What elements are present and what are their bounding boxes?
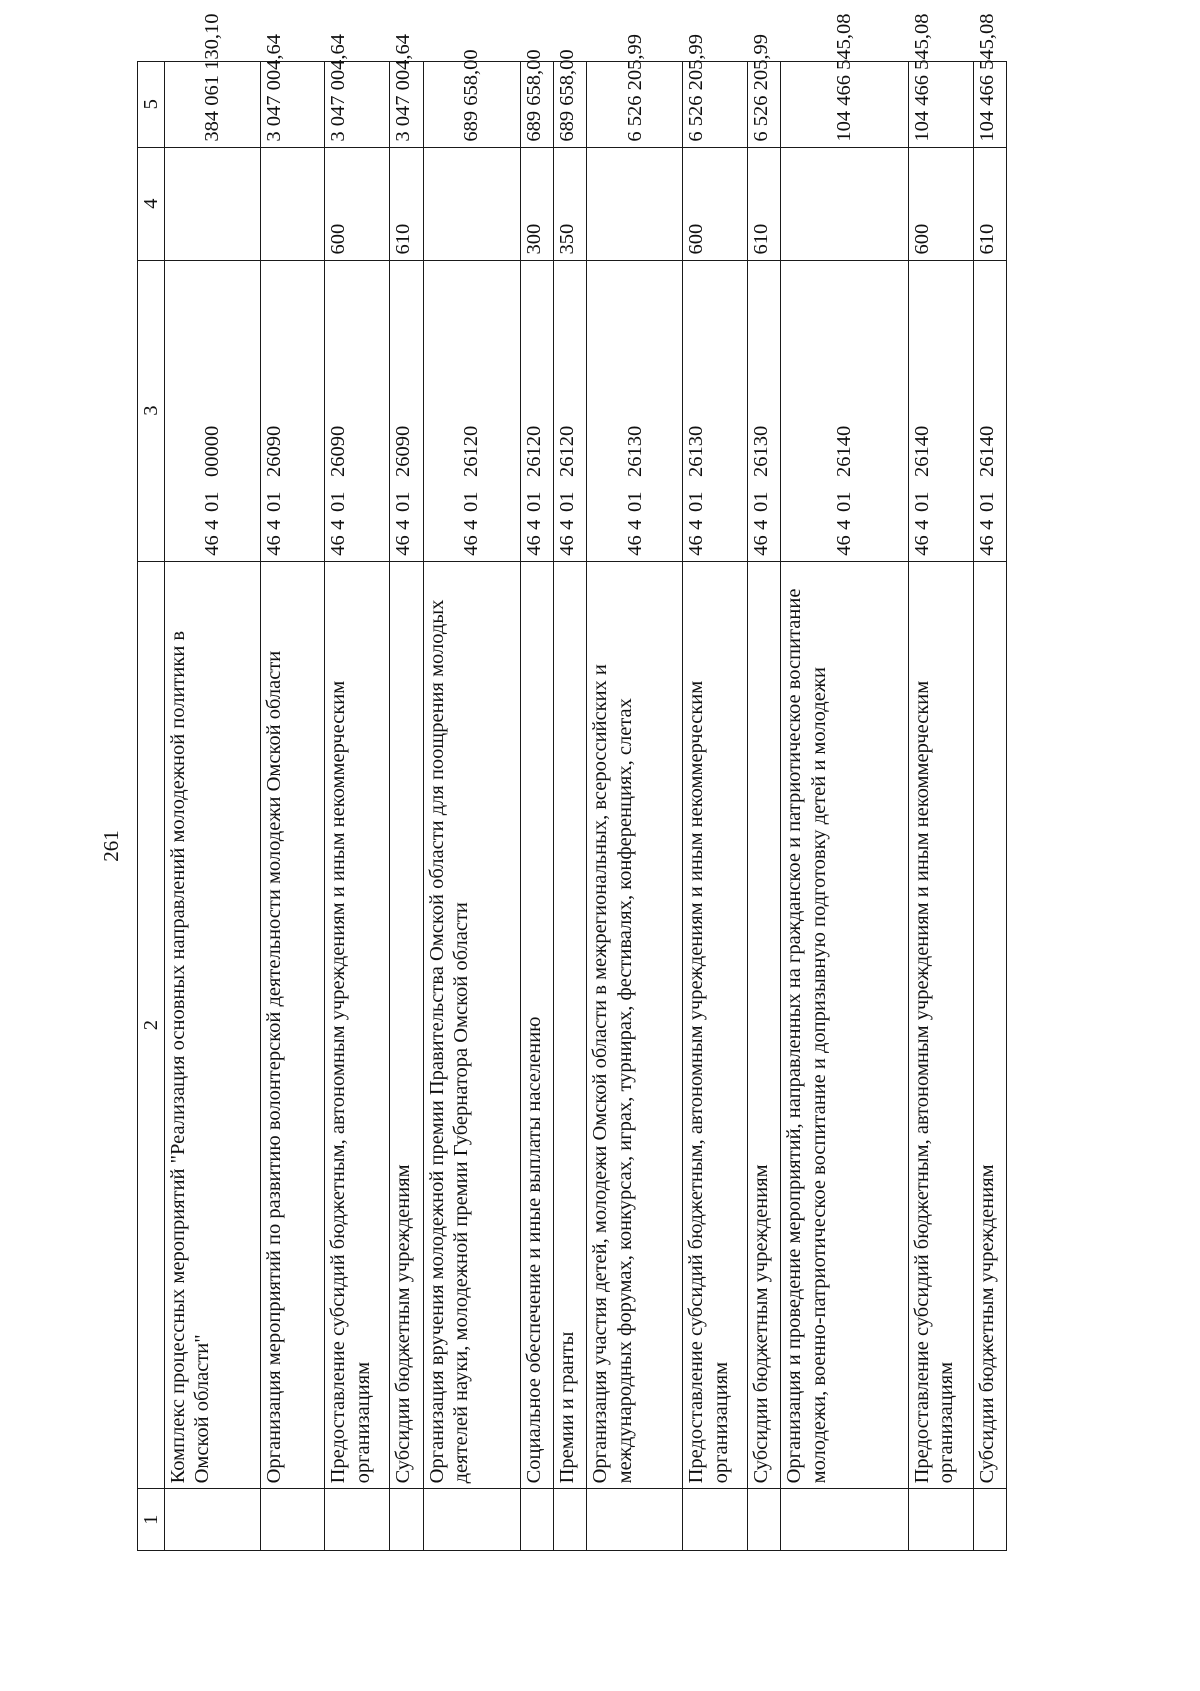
row-amount-cell: 6 526 205,99 <box>748 62 781 148</box>
code-part-program: 46 <box>750 535 773 556</box>
code-part-program: 46 <box>623 535 646 556</box>
code-part-program: 46 <box>262 535 285 556</box>
row-kvr-cell <box>260 147 325 260</box>
table-row <box>423 62 520 1551</box>
row-name-cell: Социальное обеспечение и иные выплаты населению <box>520 561 553 1489</box>
row-name-cell: Субсидии бюджетным учреждениям <box>973 561 1007 1489</box>
code-part-type: 4 <box>200 519 223 530</box>
table-row <box>908 62 973 1551</box>
row-amount-cell: 104 466 545,08 <box>908 62 973 148</box>
code-part-direction: 26120 <box>460 425 483 478</box>
code-part-complex: 01 <box>392 491 415 513</box>
row-kvr-cell <box>781 147 908 260</box>
row-kvr-cell: 300 <box>520 147 553 260</box>
code-part-type: 4 <box>555 519 578 530</box>
code-part-program: 46 <box>392 535 415 556</box>
code-part-complex: 01 <box>685 491 708 513</box>
row-number-cell <box>325 1489 390 1551</box>
row-name-cell: Субсидии бюджетным учреждениям <box>390 561 423 1489</box>
row-amount-cell: 104 466 545,08 <box>781 62 908 148</box>
table-row <box>587 62 683 1551</box>
row-code-cell <box>781 260 908 561</box>
row-code-cell <box>748 260 781 561</box>
code-part-type: 4 <box>910 519 933 530</box>
row-number-cell <box>781 1489 908 1551</box>
code-part-type: 4 <box>262 519 285 530</box>
table-header-row <box>138 62 165 1551</box>
row-amount-cell: 3 047 004,64 <box>260 62 325 148</box>
code-part-complex: 01 <box>262 491 285 513</box>
row-amount-cell: 384 061 130,10 <box>164 62 260 148</box>
code-part-type: 4 <box>327 519 350 530</box>
row-code-cell <box>683 260 748 561</box>
code-part-direction: 26090 <box>262 425 285 478</box>
table-row <box>164 62 260 1551</box>
row-number-cell <box>390 1489 423 1551</box>
page-number: 261 <box>99 830 123 862</box>
row-number-cell <box>164 1489 260 1551</box>
row-number-cell <box>260 1489 325 1551</box>
row-name-cell: Организация мероприятий по развитию волонтерской деятельности молодежи Омской области <box>260 561 325 1489</box>
row-kvr-cell: 600 <box>325 147 390 260</box>
row-name-cell: Предоставление субсидий бюджетным, автономным учреждениям и иным некоммерческим организациям <box>683 561 748 1489</box>
code-part-program: 46 <box>200 535 223 556</box>
row-amount-cell: 3 047 004,64 <box>325 62 390 148</box>
row-name-cell: Предоставление субсидий бюджетным, автономным учреждениям и иным некоммерческим организациям <box>908 561 973 1489</box>
table-row <box>553 62 586 1551</box>
code-part-direction: 26090 <box>327 425 350 478</box>
code-part-type: 4 <box>460 519 483 530</box>
row-name-cell: Комплекс процессных мероприятий "Реализация основных направлений молодежной политики в Омской области" <box>164 561 260 1489</box>
row-kvr-cell: 610 <box>748 147 781 260</box>
row-code-cell <box>908 260 973 561</box>
code-part-complex: 01 <box>522 491 545 513</box>
code-part-type: 4 <box>750 519 773 530</box>
code-part-type: 4 <box>522 519 545 530</box>
row-number-cell <box>520 1489 553 1551</box>
code-part-direction: 26130 <box>685 425 708 478</box>
row-code-cell <box>520 260 553 561</box>
row-kvr-cell <box>164 147 260 260</box>
row-amount-cell: 6 526 205,99 <box>683 62 748 148</box>
code-part-complex: 01 <box>910 491 933 513</box>
rotated-table-container <box>137 13 1007 1551</box>
header-cell-3: 3 <box>138 260 165 561</box>
code-part-program: 46 <box>555 535 578 556</box>
row-kvr-cell <box>587 147 683 260</box>
row-number-cell <box>553 1489 586 1551</box>
code-part-direction: 26140 <box>910 425 933 478</box>
row-code-cell <box>390 260 423 561</box>
row-number-cell <box>587 1489 683 1551</box>
table-row <box>683 62 748 1551</box>
code-part-complex: 01 <box>200 491 223 513</box>
code-part-direction: 26120 <box>555 425 578 478</box>
code-part-program: 46 <box>975 535 998 556</box>
code-part-direction: 26140 <box>833 425 856 478</box>
row-code-cell <box>325 260 390 561</box>
code-part-program: 46 <box>460 535 483 556</box>
code-part-type: 4 <box>623 519 646 530</box>
code-part-program: 46 <box>833 535 856 556</box>
row-amount-cell: 689 658,00 <box>423 62 520 148</box>
table-row <box>390 62 423 1551</box>
row-kvr-cell: 600 <box>908 147 973 260</box>
row-amount-cell: 104 466 545,08 <box>973 62 1007 148</box>
code-part-program: 46 <box>685 535 708 556</box>
row-code-cell <box>553 260 586 561</box>
row-kvr-cell: 610 <box>973 147 1007 260</box>
code-part-type: 4 <box>975 519 998 530</box>
table-row <box>748 62 781 1551</box>
row-code-cell <box>164 260 260 561</box>
code-part-program: 46 <box>327 535 350 556</box>
code-part-type: 4 <box>685 519 708 530</box>
row-name-cell: Организация вручения молодежной премии Правительства Омской области для поощрения молодых деятелей науки, молодежной премии Губернатора Омской области <box>423 561 520 1489</box>
table-row <box>260 62 325 1551</box>
code-part-program: 46 <box>910 535 933 556</box>
row-number-cell <box>908 1489 973 1551</box>
code-part-direction: 26130 <box>623 425 646 478</box>
row-code-cell <box>260 260 325 561</box>
code-part-program: 46 <box>522 535 545 556</box>
header-cell-4: 4 <box>138 147 165 260</box>
code-part-direction: 00000 <box>200 425 223 478</box>
code-part-complex: 01 <box>327 491 350 513</box>
code-part-type: 4 <box>833 519 856 530</box>
row-name-cell: Организация участия детей, молодежи Омской области в межрегиональных, всероссийских и международных форумах, конкурсах, играх, турнирах, фестивалях, конференциях, слетах <box>587 561 683 1489</box>
row-code-cell <box>973 260 1007 561</box>
row-code-cell <box>423 260 520 561</box>
row-kvr-cell: 600 <box>683 147 748 260</box>
table-row <box>781 62 908 1551</box>
row-kvr-cell <box>423 147 520 260</box>
code-part-complex: 01 <box>555 491 578 513</box>
code-part-complex: 01 <box>833 491 856 513</box>
row-amount-cell: 3 047 004,64 <box>390 62 423 148</box>
row-amount-cell: 689 658,00 <box>553 62 586 148</box>
row-kvr-cell: 350 <box>553 147 586 260</box>
row-name-cell: Премии и гранты <box>553 561 586 1489</box>
row-amount-cell: 689 658,00 <box>520 62 553 148</box>
header-cell-1: 1 <box>138 1489 165 1551</box>
code-part-direction: 26090 <box>392 425 415 478</box>
code-part-type: 4 <box>392 519 415 530</box>
code-part-complex: 01 <box>460 491 483 513</box>
code-part-direction: 26120 <box>522 425 545 478</box>
row-number-cell <box>973 1489 1007 1551</box>
row-amount-cell: 6 526 205,99 <box>587 62 683 148</box>
row-name-cell: Субсидии бюджетным учреждениям <box>748 561 781 1489</box>
code-part-complex: 01 <box>750 491 773 513</box>
row-number-cell <box>683 1489 748 1551</box>
row-name-cell: Организация и проведение мероприятий, направленных на гражданское и патриотическое воспитание молодежи, военно-патриотическое воспитание и допризывную подготовку детей и молодежи <box>781 561 908 1489</box>
budget-table <box>137 13 1007 1551</box>
table-row <box>325 62 390 1551</box>
table-row <box>973 62 1007 1551</box>
row-kvr-cell: 610 <box>390 147 423 260</box>
row-number-cell <box>423 1489 520 1551</box>
code-part-complex: 01 <box>623 491 646 513</box>
code-part-complex: 01 <box>975 491 998 513</box>
row-name-cell: Предоставление субсидий бюджетным, автономным учреждениям и иным некоммерческим организациям <box>325 561 390 1489</box>
code-part-direction: 26130 <box>750 425 773 478</box>
header-cell-2: 2 <box>138 561 165 1489</box>
row-code-cell <box>587 260 683 561</box>
code-part-direction: 26140 <box>975 425 998 478</box>
header-cell-5: 5 <box>138 62 165 148</box>
table-row <box>520 62 553 1551</box>
row-number-cell <box>748 1489 781 1551</box>
